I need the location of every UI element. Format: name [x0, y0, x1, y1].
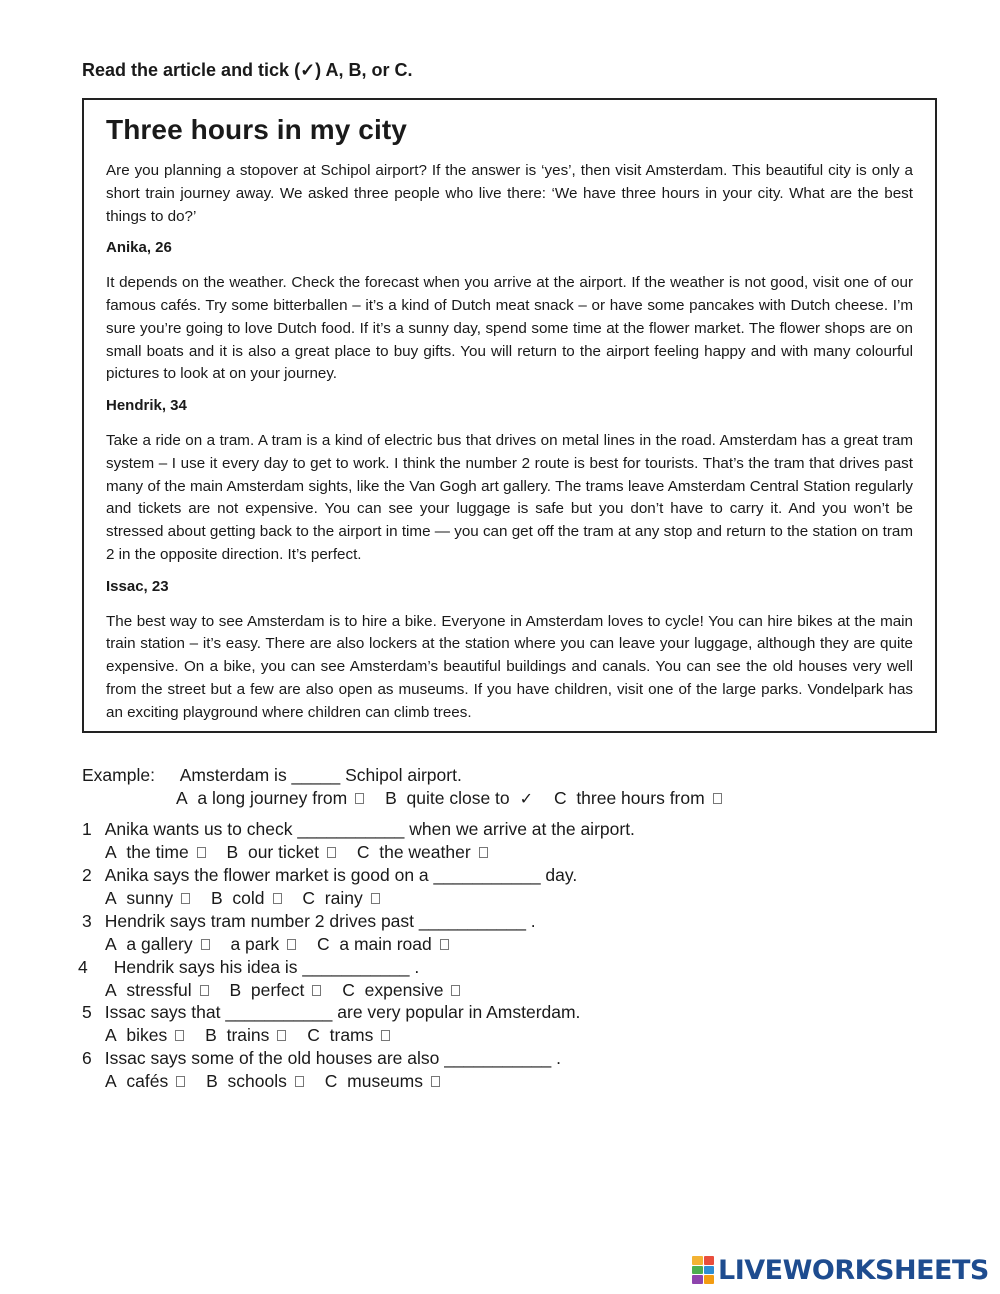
question-3: 3 Hendrik says tram number 2 drives past ___________ .: [82, 911, 536, 931]
checkbox[interactable]: [312, 985, 321, 996]
checkbox[interactable]: [479, 847, 488, 858]
checkbox[interactable]: [381, 1030, 390, 1041]
article-box: [82, 98, 937, 733]
checkbox[interactable]: [327, 847, 336, 858]
question-1-options: A the time B our ticket C the weather: [105, 842, 504, 863]
example-option-c: C three hours from: [554, 788, 722, 809]
person-name-anika: Anika, 26: [106, 239, 172, 257]
question-4-options: A stressful B perfect C expensive: [105, 980, 476, 1001]
checkbox[interactable]: [273, 893, 282, 904]
example-option-b: B quite close to ✓: [385, 788, 534, 808]
checkbox[interactable]: [176, 1076, 185, 1087]
question-text: Hendrik says tram number 2 drives past ___________ .: [104, 911, 536, 931]
person-text-anika: It depends on the weather. Check the forecast when you arrive at the airport. If the weather is not good, visit one of our famous cafés. Try some bitterballen – it’s a kind of Dutch meat snack – or have some pancakes with Dutch cheese. I’m sure you’re going to love Dutch food. If it’s a sunny day, spend some time at the flower market. The flower shops are on small boats and it is also a great place to buy gifts. You will return to the airport feeling happy and with many colourful pictures to look at on your journey.: [106, 274, 913, 383]
example-options: [176, 788, 738, 809]
question-text: Hendrik says his idea is ___________ .: [113, 957, 420, 977]
logo-text: LIVEWORKSHEETS: [718, 1254, 989, 1286]
checkbox[interactable]: [201, 939, 210, 950]
example-question-text: Amsterdam is _____ Schipol airport.: [179, 765, 462, 785]
question-text: Anika says the flower market is good on a ___________ day.: [104, 865, 578, 885]
question-5: 5 Issac says that ___________ are very popular in Amsterdam.: [82, 1002, 581, 1022]
checkbox[interactable]: [451, 985, 460, 996]
example-question: [82, 765, 462, 786]
checkbox[interactable]: [431, 1076, 440, 1087]
question-6: 6 Issac says some of the old houses are also ___________ .: [82, 1048, 561, 1068]
checkbox[interactable]: [371, 893, 380, 904]
checkbox[interactable]: [197, 847, 206, 858]
question-1: 1 Anika wants us to check ___________ when we arrive at the airport.: [82, 819, 635, 839]
checkbox[interactable]: [355, 793, 364, 804]
question-text: Anika wants us to check ___________ when we arrive at the airport.: [104, 819, 635, 839]
instruction-heading: Read the article and tick (✓) A, B, or C.: [82, 60, 413, 80]
question-4: 4 Hendrik says his idea is ___________ .: [78, 957, 420, 977]
question-text: Issac says some of the old houses are also ___________ .: [104, 1048, 561, 1068]
question-2-options: A sunny B cold C rainy: [105, 888, 396, 909]
liveworksheets-logo[interactable]: [692, 1253, 989, 1287]
person-text-hendrik: Take a ride on a tram. A tram is a kind of electric bus that drives on metal lines in the road. Amsterdam has a great tram system – I use it every day to get to work. I think the number 2 route is best for tourists. That’s the tram that drives past many of the main Amsterdam sights, like the Van Gogh art gallery. The trams leave Amsterdam Central Station regularly and tickets are not expensive. You can see your luggage is safe but you don’t have to carry it. And you won’t be stressed about getting back to the airport in time — you can get off the tram at any stop and return to the station on tram 2 in the opposite direction. It’s perfect.: [106, 431, 913, 563]
checkbox[interactable]: [713, 793, 722, 804]
example-option-a: A a long journey from: [176, 788, 364, 809]
logo-blocks-icon: [692, 1256, 714, 1284]
person-name-issac: Issac, 23: [106, 577, 169, 595]
checkbox[interactable]: [440, 939, 449, 950]
checkbox[interactable]: [287, 939, 296, 950]
article-intro: Are you planning a stopover at Schipol airport? If the answer is ‘yes’, then visit Amsterdam. This beautiful city is only a short train journey away. We asked three people who live there: ‘We have three hours in your city. What are the best things to do?’: [106, 162, 913, 225]
person-text-issac: The best way to see Amsterdam is to hire a bike. Everyone in Amsterdam loves to cycle! You can hire bikes at the main train station – it’s easy. There are also lockers at the station where you can leave your luggage, although they are quite expensive. On a bike, you can see Amsterdam’s beautiful buildings and canals. You can see the old houses very well from the street but a few are also open as museums. If you have children, visit one of the large parks. Vondelpark has an exciting playground where children can climb trees.: [106, 612, 913, 721]
question-5-options: A bikes B trains C trams: [105, 1025, 406, 1046]
checkbox[interactable]: [200, 985, 209, 996]
question-6-options: A cafés B schools C museums: [105, 1071, 456, 1092]
person-name-hendrik: Hendrik, 34: [106, 397, 187, 415]
question-3-options: A a gallery a park C a main road: [105, 934, 465, 955]
question-2: 2 Anika says the flower market is good on a ___________ day.: [82, 865, 578, 885]
checkbox[interactable]: [277, 1030, 286, 1041]
checkbox[interactable]: [295, 1076, 304, 1087]
checkbox[interactable]: [175, 1030, 184, 1041]
question-text: Issac says that ___________ are very popular in Amsterdam.: [104, 1002, 581, 1022]
checkbox[interactable]: [181, 893, 190, 904]
check-mark-icon: ✓: [519, 791, 534, 808]
example-label: Example:: [82, 765, 155, 785]
article-title: Three hours in my city: [106, 114, 407, 145]
